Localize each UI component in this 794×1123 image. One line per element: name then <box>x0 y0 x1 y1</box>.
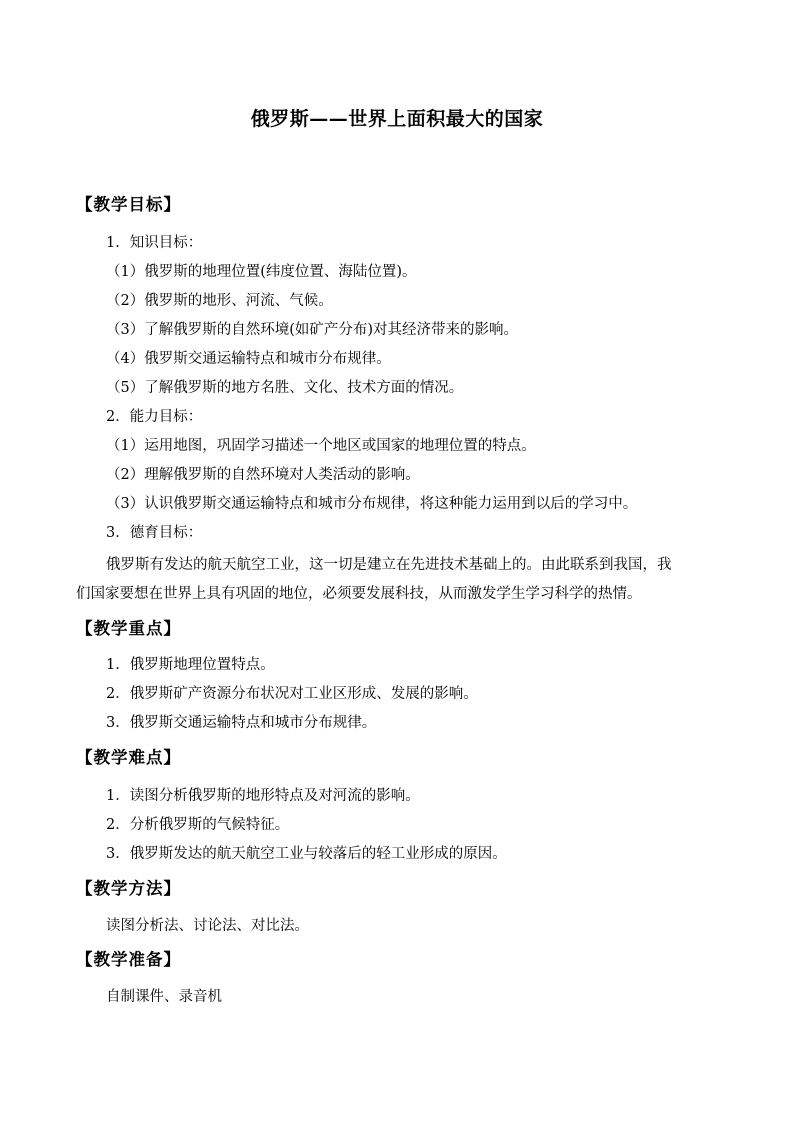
knowledge-item: （3）了解俄罗斯的自然环境(如矿产分布)对其经济带来的影响。 <box>106 322 519 338</box>
knowledge-item: （5）了解俄罗斯的地方名胜、文化、技术方面的情况。 <box>106 380 464 396</box>
section-heading-difficulties: 【教学难点】 <box>76 748 181 767</box>
key-point-item: 3．俄罗斯交通运输特点和城市分布规律。 <box>106 715 377 731</box>
page-title: 俄罗斯——世界上面积最大的国家 <box>250 108 544 130</box>
ability-item: （3）认识俄罗斯交通运输特点和城市分布规律，将这种能力运用到以后的学习中。 <box>106 496 638 512</box>
knowledge-objective-label: 1．知识目标： <box>106 235 203 251</box>
moral-paragraph-line: 俄罗斯有发达的航天航空工业，这一切是建立在先进技术基础上的。由此联系到我国，我 <box>106 557 672 573</box>
difficulty-item: 1．读图分析俄罗斯的地形特点及对河流的影响。 <box>106 788 420 804</box>
knowledge-item: （1）俄罗斯的地理位置(纬度位置、海陆位置)。 <box>106 264 417 280</box>
difficulty-item: 3．俄罗斯发达的航天航空工业与较落后的轻工业形成的原因。 <box>106 846 507 862</box>
preparation-text: 自制课件、录音机 <box>106 989 222 1005</box>
moral-paragraph-line: 们国家要想在世界上具有巩固的地位，必须要发展科技，从而激发学生学习科学的热情。 <box>76 586 642 602</box>
ability-objective-label: 2．能力目标： <box>106 409 203 425</box>
knowledge-item: （2）俄罗斯的地形、河流、气候。 <box>106 293 333 309</box>
knowledge-item: （4）俄罗斯交通运输特点和城市分布规律。 <box>106 351 391 367</box>
key-point-item: 2．俄罗斯矿产资源分布状况对工业区形成、发展的影响。 <box>106 686 478 702</box>
ability-item: （2）理解俄罗斯的自然环境对人类活动的影响。 <box>106 467 420 483</box>
difficulty-item: 2．分析俄罗斯的气候特征。 <box>106 817 290 833</box>
section-heading-objectives: 【教学目标】 <box>76 195 181 214</box>
section-heading-preparation: 【教学准备】 <box>76 950 181 969</box>
methods-text: 读图分析法、讨论法、对比法。 <box>106 918 309 934</box>
moral-objective-label: 3．德育目标： <box>106 525 203 541</box>
ability-item: （1）运用地图，巩固学习描述一个地区或国家的地理位置的特点。 <box>106 438 536 454</box>
section-heading-methods: 【教学方法】 <box>76 879 181 898</box>
section-heading-key-points: 【教学重点】 <box>76 619 181 638</box>
key-point-item: 1．俄罗斯地理位置特点。 <box>106 657 275 673</box>
